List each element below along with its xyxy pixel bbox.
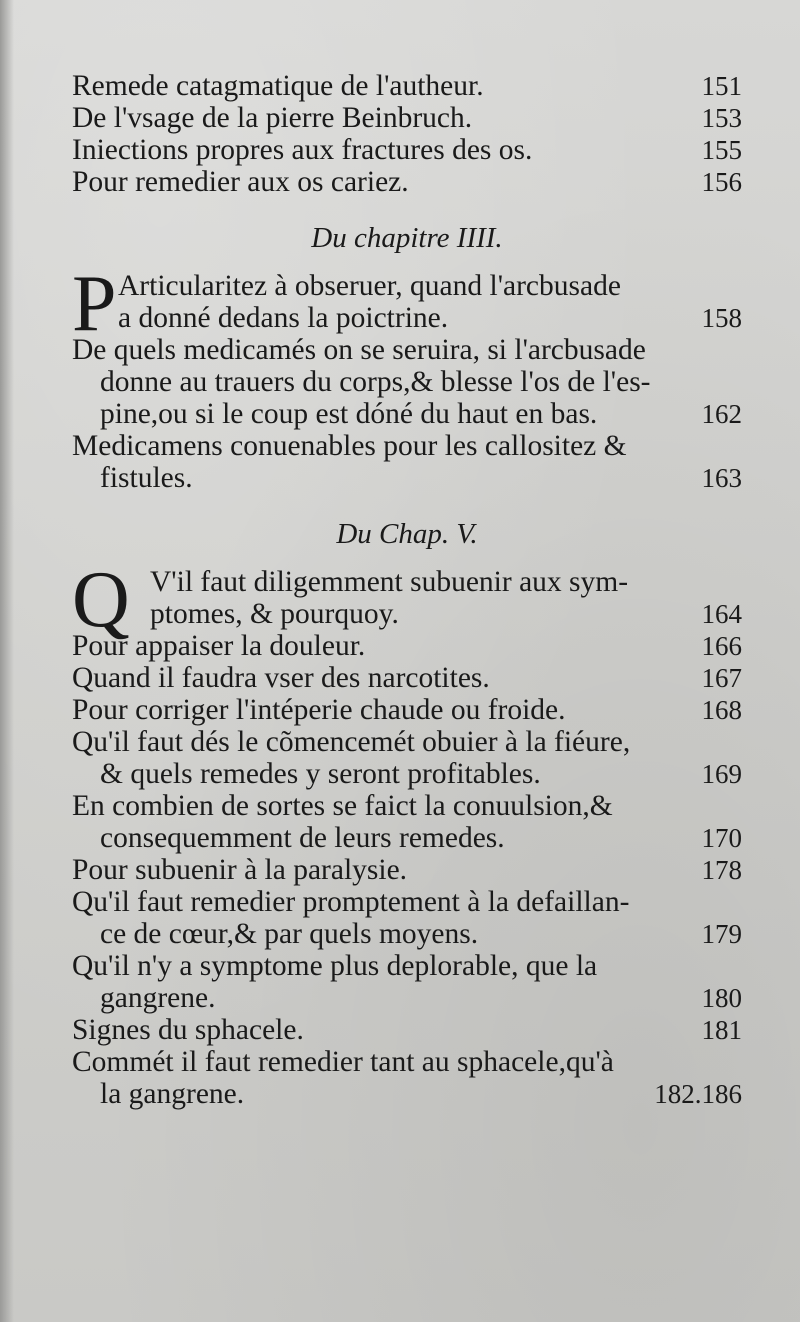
toc-entry bbox=[72, 102, 742, 134]
entry-text: Remede catagmatique de l'autheur. bbox=[72, 70, 484, 102]
entry-text: ce de cœur,& par quels moyens. bbox=[100, 918, 479, 950]
entry-text: & quels remedes y seront profitables. bbox=[100, 758, 541, 790]
entry-line bbox=[72, 758, 742, 790]
entry-line bbox=[72, 822, 742, 854]
entry-line bbox=[72, 366, 742, 398]
entry-text: Qu'il n'y a symptome plus deplorable, que la bbox=[72, 950, 598, 982]
page-number: 153 bbox=[701, 103, 742, 133]
entry-line bbox=[72, 886, 742, 918]
page-number: 170 bbox=[701, 823, 742, 853]
drop-cap: P bbox=[72, 260, 117, 348]
entry-text: gangrene. bbox=[100, 982, 216, 1014]
entry-text: En combien de sortes se faict la conuulsion,& bbox=[72, 790, 613, 822]
entry-line bbox=[72, 430, 742, 462]
toc-entry bbox=[72, 430, 742, 494]
entry-text: fistules. bbox=[100, 462, 193, 494]
entry-text: Pour subuenir à la paralysie. bbox=[72, 854, 408, 886]
entry-text: Qu'il faut dés le cõmencemét obuier à la fiéure, bbox=[72, 726, 631, 758]
toc-entry bbox=[72, 630, 742, 662]
page-number: 179 bbox=[701, 919, 742, 949]
toc-entry bbox=[72, 694, 742, 726]
entry-text: V'il faut diligemment subuenir aux sym- bbox=[150, 566, 629, 598]
entry-text: Qu'il faut remedier promptement à la defaillan- bbox=[72, 886, 630, 918]
page-number: 180 bbox=[701, 983, 742, 1013]
entry-text: Iniections propres aux fractures des os. bbox=[72, 134, 533, 166]
entry-line bbox=[72, 918, 742, 950]
toc-section-3 bbox=[72, 556, 742, 1110]
page-number: 164 bbox=[701, 599, 742, 629]
toc-entry bbox=[72, 1014, 742, 1046]
entry-line bbox=[72, 270, 742, 302]
toc-entry bbox=[72, 726, 742, 790]
page-number: 167 bbox=[701, 663, 742, 693]
table-of-contents bbox=[72, 70, 742, 1110]
entry-text: pine,ou si le coup est dóné du haut en bas. bbox=[100, 398, 598, 430]
toc-section-1 bbox=[72, 70, 742, 198]
page-number: 163 bbox=[701, 463, 742, 493]
page-number: 158 bbox=[701, 303, 742, 333]
drop-cap: Q bbox=[72, 556, 130, 644]
toc-entry bbox=[72, 334, 742, 430]
toc-entry bbox=[72, 1046, 742, 1110]
entry-text: la gangrene. bbox=[100, 1078, 245, 1110]
entry-text: donne au trauers du corps,& blesse l'os de l'es- bbox=[100, 366, 651, 398]
toc-entry bbox=[72, 134, 742, 166]
entry-text: consequemment de leurs remedes. bbox=[100, 822, 505, 854]
entry-line bbox=[72, 398, 742, 430]
chapter-heading: Du Chap. V. bbox=[336, 518, 478, 550]
toc-entry bbox=[72, 556, 742, 644]
entry-line bbox=[72, 334, 742, 366]
page-number: 181 bbox=[701, 1015, 742, 1045]
entry-line bbox=[72, 598, 742, 630]
page-binding-shadow bbox=[0, 0, 14, 1322]
entry-text: Articularitez à obseruer, quand l'arcbusade bbox=[118, 270, 621, 302]
page-number: 182.186 bbox=[654, 1079, 742, 1109]
page-number: 156 bbox=[701, 167, 742, 197]
entry-text: De l'vsage de la pierre Beinbruch. bbox=[72, 102, 473, 134]
toc-entry bbox=[72, 260, 742, 348]
page-number: 168 bbox=[701, 695, 742, 725]
entry-line bbox=[72, 302, 742, 334]
entry-line bbox=[72, 1078, 742, 1110]
page-number: 166 bbox=[701, 631, 742, 661]
toc-entry bbox=[72, 950, 742, 1014]
page-number: 162 bbox=[701, 399, 742, 429]
toc-entry bbox=[72, 854, 742, 886]
page-number: 178 bbox=[701, 855, 742, 885]
entry-line bbox=[72, 790, 742, 822]
entry-line bbox=[72, 726, 742, 758]
entry-text: Commét il faut remedier tant au sphacele,qu'à bbox=[72, 1046, 614, 1078]
entry-line bbox=[72, 982, 742, 1014]
toc-entry bbox=[72, 662, 742, 694]
entry-text: Signes du sphacele. bbox=[72, 1014, 304, 1046]
entry-text: ptomes, & pourquoy. bbox=[150, 598, 399, 630]
page-number: 155 bbox=[701, 135, 742, 165]
entry-text: Pour corriger l'intéperie chaude ou froide. bbox=[72, 694, 566, 726]
page-number: 169 bbox=[701, 759, 742, 789]
entry-line bbox=[72, 566, 742, 598]
toc-entry bbox=[72, 70, 742, 102]
toc-entry bbox=[72, 886, 742, 950]
entry-text: Pour appaiser la douleur. bbox=[72, 630, 366, 662]
toc-section-2 bbox=[72, 260, 742, 494]
entry-line bbox=[72, 462, 742, 494]
toc-entry bbox=[72, 790, 742, 854]
toc-entry bbox=[72, 166, 742, 198]
entry-text: De quels medicamés on se seruira, si l'arcbusade bbox=[72, 334, 646, 366]
entry-text: Quand il faudra vser des narcotites. bbox=[72, 662, 490, 694]
entry-text: Pour remedier aux os cariez. bbox=[72, 166, 409, 198]
entry-line bbox=[72, 950, 742, 982]
page-number: 151 bbox=[701, 71, 742, 101]
entry-text: a donné dedans la poictrine. bbox=[118, 302, 449, 334]
entry-line bbox=[72, 1046, 742, 1078]
entry-text: Medicamens conuenables pour les callositez & bbox=[72, 430, 627, 462]
chapter-heading: Du chapitre IIII. bbox=[311, 222, 503, 254]
